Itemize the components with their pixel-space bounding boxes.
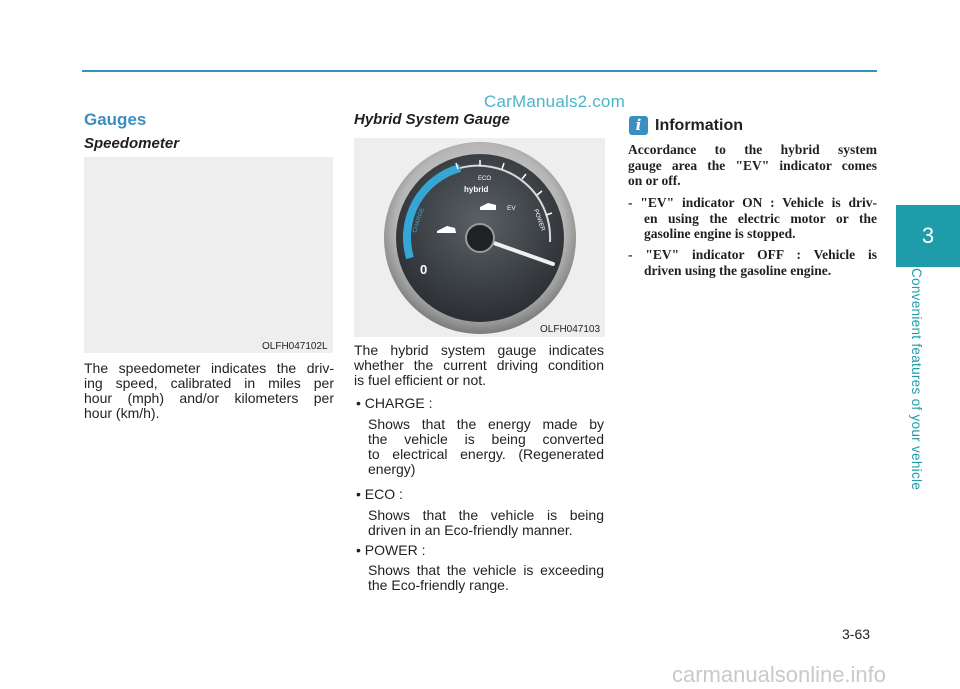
text-line: to electrical energy. (Regenerated <box>368 446 604 462</box>
section-heading: Gauges <box>84 110 147 129</box>
text-line: whether the current driving condition <box>354 357 604 373</box>
information-paragraph <box>628 142 877 189</box>
gauge-label-ev: EV <box>507 205 516 212</box>
gauge-label-zero: 0 <box>420 262 428 277</box>
hybrid-gauge-image-code: OLFH047103 <box>540 324 601 335</box>
text-line: hour (mph) and/or kilometers per <box>84 390 334 406</box>
text-line: ing speed, calibrated in miles per <box>84 375 334 391</box>
hybrid-gauge-intro <box>354 343 604 388</box>
gauge-label-hybrid: hybrid <box>464 185 489 194</box>
hybrid-gauge-image <box>354 138 605 337</box>
text-line: - "EV" indicator ON : Vehicle is driv- <box>628 195 877 210</box>
chapter-tab <box>896 205 960 267</box>
bullet-eco-text <box>368 508 604 538</box>
information-list-item <box>628 247 877 278</box>
information-title: Information <box>655 117 743 134</box>
gauge-hub <box>466 224 494 252</box>
bullet-eco-label: • ECO : <box>356 486 403 502</box>
text-line: gauge area the "EV" indicator comes <box>628 157 877 173</box>
bullet-power-label: • POWER : <box>356 542 426 558</box>
bullet-power-text <box>368 563 604 593</box>
text-line: on or off. <box>628 173 681 188</box>
text-line: Shows that the energy made by <box>368 416 604 432</box>
text-line: energy) <box>368 461 416 477</box>
text-line: gasoline engine is stopped. <box>644 226 796 241</box>
bullet-charge-text <box>368 417 604 477</box>
text-line: the Eco-friendly range. <box>368 577 509 593</box>
chapter-number: 3 <box>921 223 935 248</box>
gauge-label-charge: CHARGE <box>412 207 426 234</box>
speedometer-image <box>84 157 333 353</box>
info-icon: i <box>629 116 648 135</box>
header-watermark[interactable]: CarManuals2.com <box>484 92 625 111</box>
text-line: Accordance to the hybrid system <box>628 142 877 157</box>
text-line: - "EV" indicator OFF : Vehicle is <box>628 247 877 262</box>
text-line: is fuel efficient or not. <box>354 372 487 388</box>
text-line: the vehicle is being converted <box>368 431 604 447</box>
text-line: Shows that the vehicle is being <box>368 507 604 523</box>
text-line: driven using the gasoline engine. <box>644 262 832 278</box>
gauge-label-power: POWER <box>532 208 546 232</box>
text-line: driven in an Eco-friendly manner. <box>368 522 573 538</box>
page-number: 3-63 <box>842 626 871 642</box>
gauge-label-eco: ECO <box>478 176 492 182</box>
text-line: The hybrid system gauge indicates <box>354 342 604 358</box>
chapter-title: Convenient features of your vehicle <box>909 268 924 491</box>
speedometer-image-code: OLFH047102L <box>262 341 328 352</box>
text-line: hour (km/h). <box>84 405 160 421</box>
text-line: The speedometer indicates the driv- <box>84 360 334 376</box>
text-line: Shows that the vehicle is exceeding <box>368 562 604 578</box>
text-line: en using the electric motor or the <box>644 210 877 226</box>
bullet-charge-label: • CHARGE : <box>356 395 433 411</box>
footer-watermark[interactable]: carmanualsonline.info <box>672 662 887 687</box>
speedometer-paragraph <box>84 361 334 421</box>
hybrid-gauge-heading: Hybrid System Gauge <box>354 111 510 128</box>
hybrid-gauge-illustration <box>354 138 605 337</box>
information-list-item <box>628 195 877 242</box>
header-rule <box>82 70 877 72</box>
speedometer-heading: Speedometer <box>84 135 180 152</box>
